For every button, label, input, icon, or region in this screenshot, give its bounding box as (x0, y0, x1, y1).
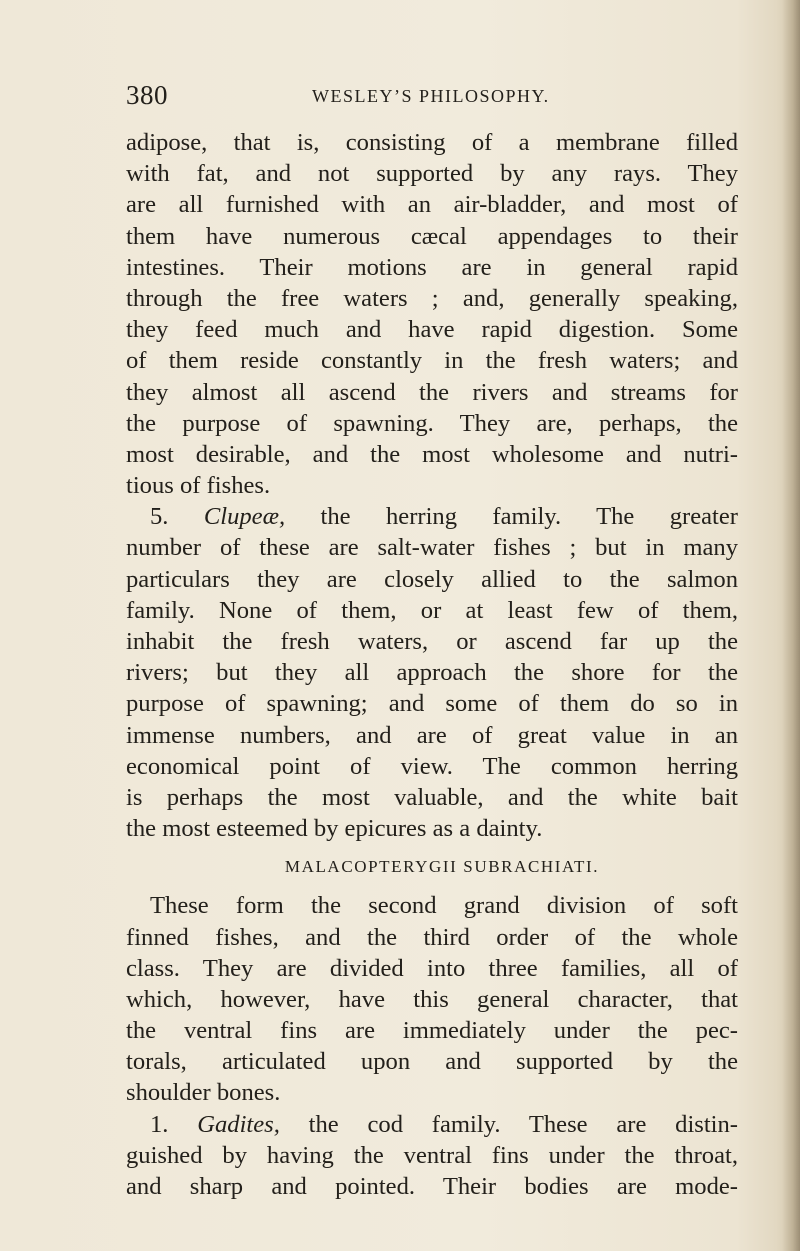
text-line: they feed much and have rapid digestion. Some (126, 316, 738, 344)
text-line: them have numerous cæcal appendages to their (126, 222, 738, 250)
text-line: adipose, that is, consisting of a membrane filled (126, 129, 738, 156)
taxon-term: Gadites, (197, 1110, 280, 1138)
text-line: is perhaps the most valuable, and the white bait (126, 783, 738, 811)
text-line: the purpose of spawning. They are, perhaps, the (126, 409, 738, 437)
text-line: economical point of view. The common herring (126, 752, 738, 780)
text-line: number of these are salt-water fishes ; but in many (126, 534, 738, 562)
text-line: inhabit the fresh waters, or ascend far up the (126, 628, 738, 655)
text-line: finned fishes, and the third order of the whole (126, 923, 738, 951)
text-line: are all furnished with an air-bladder, and most of (126, 191, 738, 219)
text-line: These form the second grand division of soft (150, 892, 738, 920)
item-text: the herring family. The greater (320, 503, 738, 531)
text-line: they almost all ascend the rivers and streams for (126, 378, 738, 406)
numbered-item-line (126, 1109, 738, 1140)
page-header (126, 80, 736, 120)
item-number: 5. (150, 503, 169, 531)
text-line: torals, articulated upon and supported by the (126, 1048, 738, 1076)
text-line: family. None of them, or at least few of them, (126, 596, 738, 624)
page-edge-shadow (782, 0, 800, 1251)
running-head: WESLEY’S PHILOSOPHY. (312, 86, 550, 106)
text-line: and sharp and pointed. Their bodies are mode- (126, 1173, 738, 1200)
text-line: tious of fishes. (126, 472, 271, 500)
numbered-item-line (126, 501, 738, 532)
item-text: the cod family. These are distin- (308, 1110, 738, 1138)
text-line: the ventral fins are immediately under the pec- (126, 1017, 738, 1045)
text-line: with fat, and not supported by any rays. They (126, 160, 738, 188)
text-line: intestines. Their motions are in general rapid (126, 253, 738, 281)
text-line: immense numbers, and are of great value in an (126, 721, 738, 749)
text-line: particulars they are closely allied to the salmon (126, 565, 738, 593)
page-number: 380 (126, 80, 168, 110)
text-line: purpose of spawning; and some of them do so in (126, 690, 738, 718)
section-heading: MALACOPTERYGII SUBRACHIATI. (284, 857, 600, 877)
text-line: shoulder bones. (126, 1079, 281, 1107)
body-text (126, 127, 738, 1202)
text-line: through the free waters ; and, generally speaking, (126, 284, 738, 312)
text-line: guished by having the ventral fins under the throat, (126, 1141, 738, 1169)
text-line: of them reside constantly in the fresh waters; and (126, 347, 738, 375)
text-line: rivers; but they all approach the shore for the (126, 659, 738, 687)
taxon-term: Clupeæ, (203, 503, 286, 531)
text-line: class. They are divided into three families, all of (126, 954, 738, 982)
text-line: which, however, have this general character, that (126, 985, 738, 1013)
item-number: 1. (150, 1110, 169, 1138)
text-line: the most esteemed by epicures as a dainty. (126, 815, 543, 843)
text-line: most desirable, and the most wholesome and nutri- (126, 440, 738, 468)
